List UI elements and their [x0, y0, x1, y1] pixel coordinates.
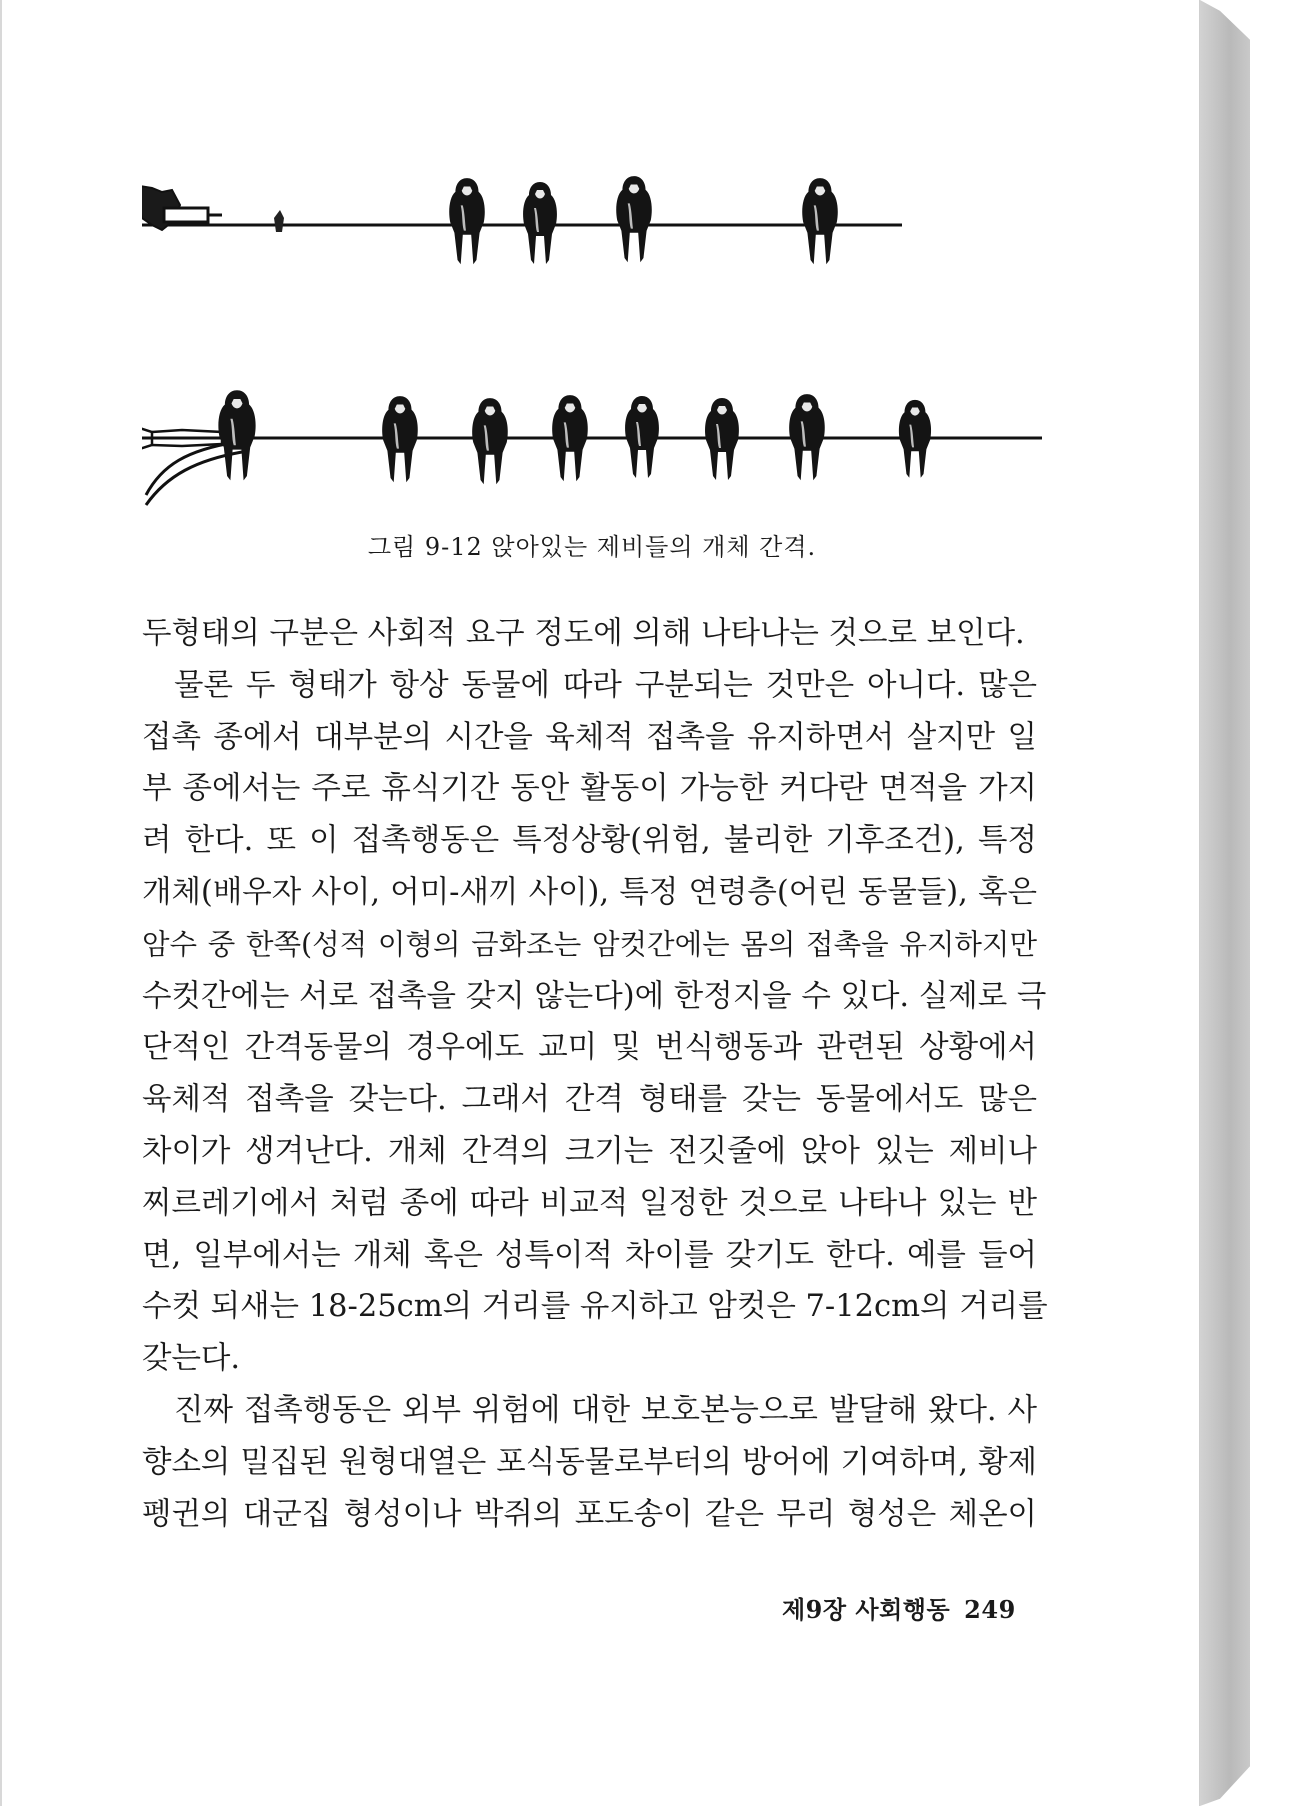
chapter-title: 제9장 사회행동: [782, 1595, 951, 1624]
bird-icon: [705, 398, 739, 480]
text-line: 펭귄의 대군집 형성이나 박쥐의 포도송이 같은 무리 형성은 체온이: [142, 1496, 1037, 1532]
bottom-wire-scene: [142, 390, 1042, 505]
text-line: 물론 두 형태가 항상 동물에 따라 구분되는 것만은 아니다. 많은: [174, 667, 1037, 703]
text-line: 접촉 종에서 대부분의 시간을 육체적 접촉을 유지하면서 살지만 일: [142, 719, 1037, 755]
bird-icon: [218, 390, 255, 480]
text-line: 암수 중 한쪽(성적 이형의 금화조는 암컷간에는 몸의 접촉을 유지하지만: [142, 927, 1037, 961]
text-line: 두형태의 구분은 사회적 요구 정도에 의해 나타나는 것으로 보인다.: [142, 616, 1025, 651]
text-line: 개체(배우자 사이, 어미-새끼 사이), 특정 연령층(어린 동물들), 혹은: [142, 874, 1037, 910]
text-line: 단적인 간격동물의 경우에도 교미 및 번식행동과 관련된 상황에서: [142, 1030, 1037, 1066]
bird-icon: [523, 182, 557, 264]
page-footer: [782, 1590, 1016, 1625]
bird-icon: [449, 178, 485, 264]
bird-icon: [899, 400, 931, 478]
bird-icon: [382, 396, 418, 482]
text-line: 진짜 접촉행동은 외부 위험에 대한 보호본능으로 발달해 왔다. 사: [174, 1392, 1037, 1428]
bird-icon: [616, 176, 652, 262]
top-wire-scene: [142, 175, 902, 264]
figure-caption: 그림 9-12 앉아있는 제비들의 개체 간격.: [367, 533, 817, 561]
swallows-on-wire-illustration: [142, 170, 1042, 510]
page-number: 249: [964, 1595, 1016, 1624]
text-line: 향소의 밀집된 원형대열은 포식동물로부터의 방어에 기여하며, 황제: [142, 1444, 1037, 1480]
text-line: 수컷간에는 서로 접촉을 갖지 않는다)에 한정지을 수 있다. 실제로 극: [142, 978, 1047, 1014]
text-line: 려 한다. 또 이 접촉행동은 특정상황(위험, 불리한 기후조건), 특정: [142, 823, 1037, 859]
bird-icon: [552, 395, 588, 481]
text-line: 육체적 접촉을 갖는다. 그래서 간격 형태를 갖는 동물에서도 많은: [142, 1082, 1037, 1118]
text-line: 수컷 되새는 18-25cm의 거리를 유지하고 암컷은 7-12cm의 거리를: [142, 1289, 1048, 1325]
bird-icon: [789, 394, 825, 480]
text-line: 면, 일부에서는 개체 혹은 성특이적 차이를 갖기도 한다. 예를 들어: [142, 1237, 1037, 1273]
text-line: 찌르레기에서 처럼 종에 따라 비교적 일정한 것으로 나타나 있는 반: [142, 1185, 1037, 1221]
bird-icon: [625, 396, 659, 478]
page-stack-edge: [1200, 0, 1250, 1806]
bird-icon: [472, 398, 508, 484]
text-line: 갖는다.: [142, 1341, 241, 1377]
text-line: 부 종에서는 주로 휴식기간 동안 활동이 가능한 커다란 면적을 가지: [142, 771, 1037, 807]
bird-icon: [802, 178, 838, 264]
text-line: 차이가 생겨난다. 개체 간격의 크기는 전깃줄에 앉아 있는 제비나: [142, 1133, 1037, 1169]
body-text: [142, 608, 1048, 1540]
